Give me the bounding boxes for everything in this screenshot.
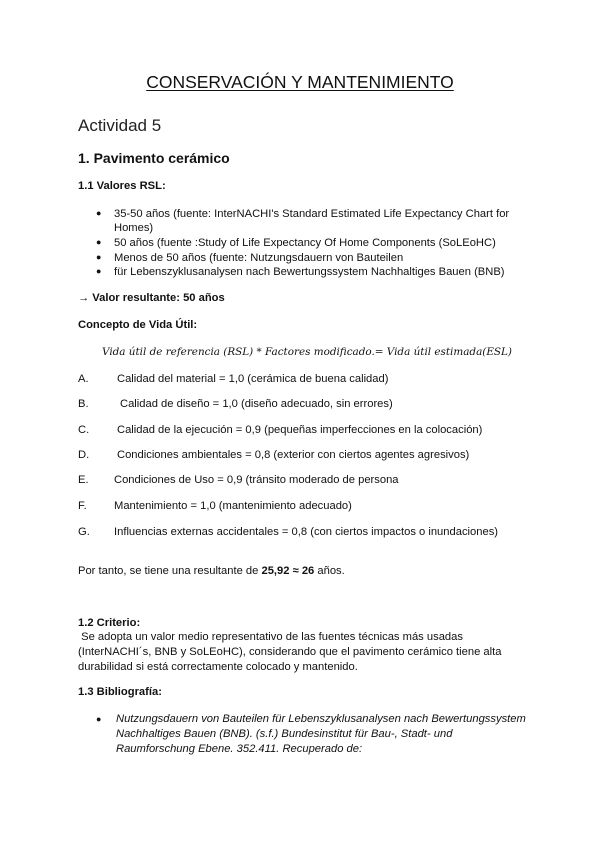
factor-letter: F. — [78, 500, 87, 512]
factor-text: Calidad de la ejecución = 0,9 (pequeñas imperfecciones en la colocación) — [117, 424, 483, 436]
rsl-result: → Valor resultante: 50 años — [78, 292, 225, 304]
factor-text: Calidad de diseño = 1,0 (diseño adecuado, sin errores) — [120, 398, 393, 410]
life-formula: Vida útil de referencia (RSL) * Factores modificado.= Vida útil estimada(ESL) — [102, 346, 512, 358]
factor-text: Calidad del material = 1,0 (cerámica de buena calidad) — [117, 373, 389, 385]
factor-letter: A. — [78, 373, 89, 385]
bibliography-entry: Nutzungsdauern von Bauteilen für Lebenszyklusanalysen nach Bewertungssystem Nachhaltiges Bauen (BNB). (s.f.) Bundesinstitut für Bau-, Stadt- und Raumforschung Ebene. 352.411. Recuperado de: — [116, 713, 526, 755]
criterio-heading: 1.2 Criterio: — [78, 617, 141, 629]
factor-text: Condiciones de Uso = 0,9 (tránsito moderado de persona — [114, 474, 399, 486]
list-item: für Lebenszyklusanalysen nach Bewertungssystem Nachhaltiges Bauen (BNB) — [114, 266, 505, 278]
factor-text: Condiciones ambientales = 0,8 (exterior con ciertos agentes agresivos) — [117, 449, 470, 461]
criterio-paragraph: Se adopta un valor medio representativo de las fuentes técnicas más usadas (InterNACHI´s, BNB y SoLEoHC), considerando que el pavimento cerámico tiene alta durabilidad si está correctamente colocado y mantenido. — [78, 631, 502, 673]
factor-letter: D. — [78, 449, 90, 461]
factor-text: Mantenimiento = 1,0 (mantenimiento adecuado) — [114, 500, 352, 512]
bullet-icon: ● — [96, 208, 102, 218]
factor-letter: C. — [78, 424, 90, 436]
bullet-icon: ● — [96, 237, 102, 247]
bullet-icon: ● — [96, 266, 102, 276]
concept-heading: Concepto de Vida Útil: — [78, 319, 198, 331]
conclusion: Por tanto, se tiene una resultante de 25,92 ≈ 26 años. — [78, 565, 345, 577]
factor-text: Influencias externas accidentales = 0,8 (con ciertos impactos o inundaciones) — [114, 526, 499, 538]
rsl-heading: 1.1 Valores RSL: — [78, 180, 166, 192]
list-item: Menos de 50 años (fuente: Nutzungsdauern von Bauteilen — [114, 252, 404, 264]
bullet-icon: ● — [96, 714, 102, 724]
factor-letter: E. — [78, 474, 89, 486]
list-item: 50 años (fuente :Study of Life Expectancy Of Home Components (SoLEoHC) — [114, 237, 496, 249]
factor-letter: G. — [78, 526, 90, 538]
bullet-icon: ● — [96, 252, 102, 262]
factor-letter: B. — [78, 398, 89, 410]
list-item: 35-50 años (fuente: InterNACHI's Standard Estimated Life Expectancy Chart for Homes) — [114, 208, 510, 234]
bibliografia-heading: 1.3 Bibliografía: — [78, 686, 162, 698]
section-heading: 1. Pavimento cerámico — [78, 150, 230, 166]
document-title: CONSERVACIÓN Y MANTENIMIENTO — [146, 72, 454, 92]
activity-label: Actividad 5 — [78, 116, 162, 135]
